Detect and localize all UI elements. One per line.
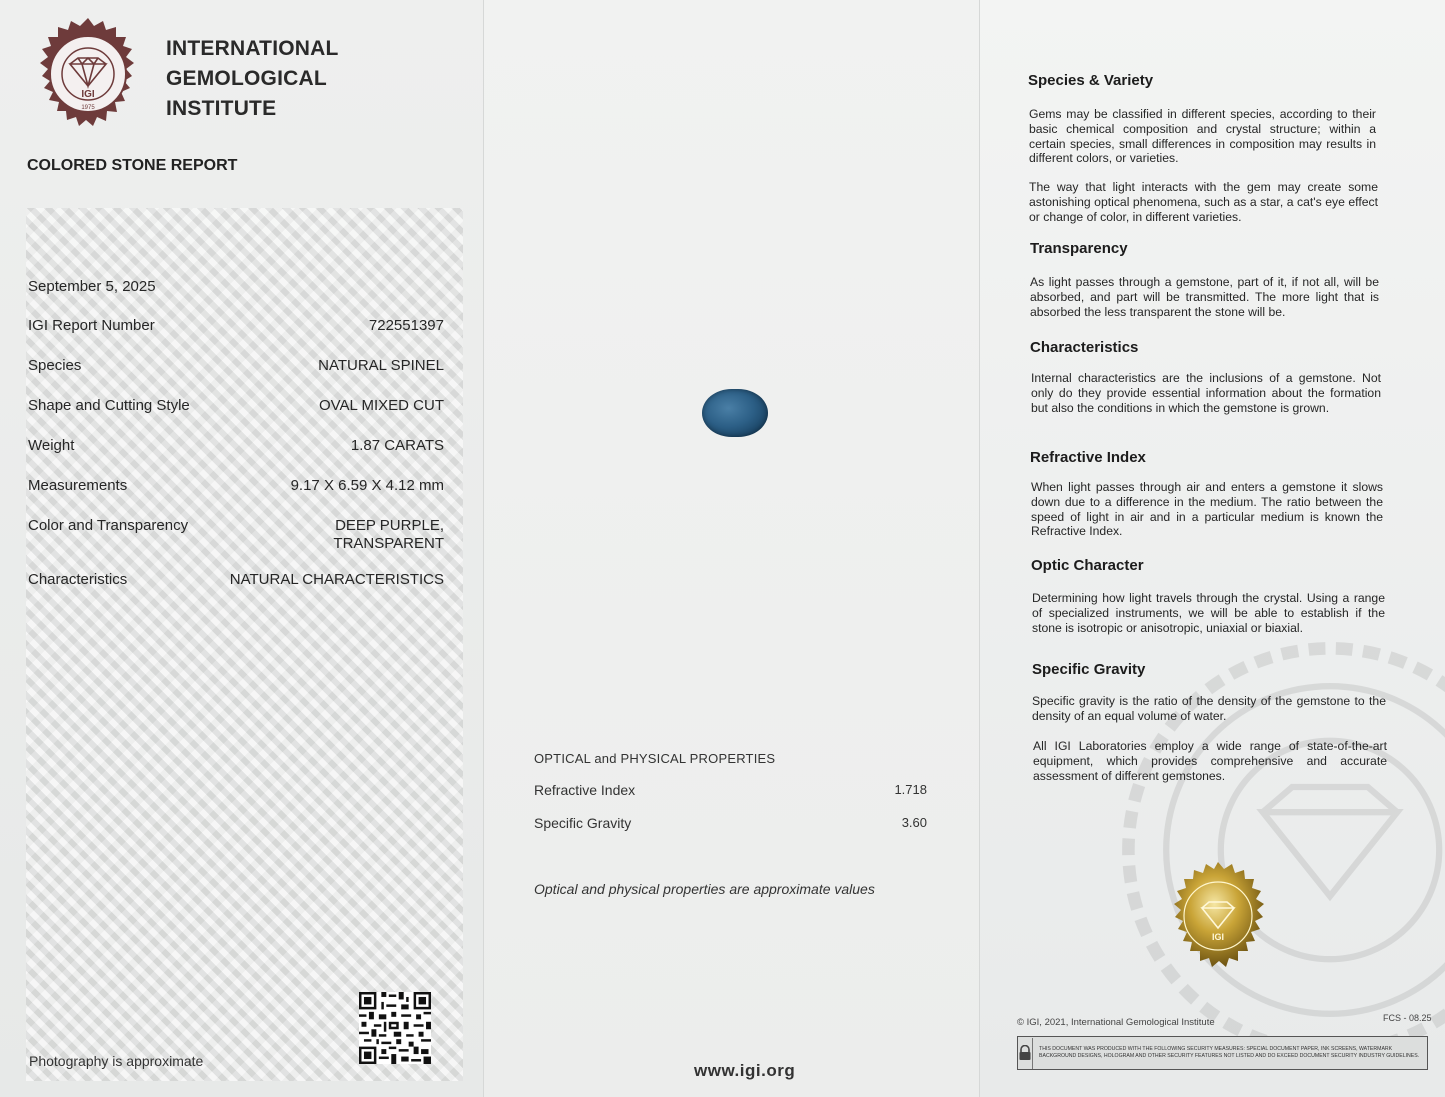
section-title-characteristics: Characteristics (1030, 339, 1139, 356)
svg-text:IGI: IGI (81, 89, 95, 100)
security-notice-text: THIS DOCUMENT WAS PRODUCED WITH THE FOLLOWING SECURITY MEASURES: SPECIAL DOCUMENT PAPER, INK SCREENS, WATERMARK BACKGROUND DESIGNS, HOLOGRAM AND OTHER SECURITY FEATURES NOT LISTED AND DO EXCEED DOCUMENT SECURITY INDUSTRY GUIDELINES. (1039, 1046, 1420, 1059)
optical-properties-title: OPTICAL and PHYSICAL PROPERTIES (534, 751, 776, 766)
igi-seal-logo-icon (26, 16, 150, 140)
section-text-specific-gravity-1: Specific gravity is the ratio of the density of the gemstone to the density of an equal volume of water. (1032, 694, 1386, 723)
optical-note: Optical and physical properties are approximate values (534, 881, 875, 897)
photography-note: Photography is approximate (29, 1053, 204, 1069)
section-title-refractive: Refractive Index (1030, 449, 1146, 466)
gold-hologram-seal-icon (1158, 860, 1278, 980)
form-code: FCS - 08.25 (1383, 1013, 1432, 1023)
section-title-optic-character: Optic Character (1031, 557, 1144, 574)
report-date: September 5, 2025 (28, 278, 156, 295)
report-middle-panel (483, 0, 979, 1097)
security-watermark-pattern (26, 208, 463, 1081)
section-text-optic-character: Determining how light travels through the crystal. Using a range of specialized instruments, we will be able to establish if the stone is isotropic or anisotropic, uniaxial or biaxial. (1032, 591, 1385, 635)
section-title-transparency: Transparency (1030, 240, 1128, 257)
copyright-text: © IGI, 2021, International Gemological Institute (1017, 1017, 1215, 1028)
section-text-species-2: The way that light interacts with the gem may create some astonishing optical phenomena, such as a star, a cat's eye effect or change of color, in different varieties. (1029, 180, 1378, 224)
lock-icon (1018, 1038, 1033, 1069)
website-link[interactable]: www.igi.org (694, 1061, 796, 1080)
section-text-refractive: When light passes through air and enters a gemstone it slows down due to a difference in the medium. The ratio between the speed of light in air and in a particular medium is known the Refractive Index. (1031, 480, 1383, 539)
security-notice-bar (1017, 1036, 1428, 1070)
section-text-transparency: As light passes through a gemstone, part of it, if not all, will be absorbed, and part will be transmitted. The more light that is absorbed the less transparent the stone will be. (1030, 275, 1379, 319)
section-title-specific-gravity: Specific Gravity (1032, 661, 1146, 678)
qr-code-icon[interactable] (359, 992, 431, 1064)
report-title: COLORED STONE REPORT (27, 157, 238, 174)
section-title-species: Species & Variety (1028, 72, 1154, 89)
section-text-specific-gravity-2: All IGI Laboratories employ a wide range of state-of-the-art equipment, which provides comprehensive and accurate assessment of different gemstones. (1033, 739, 1387, 783)
svg-text:1975: 1975 (81, 105, 95, 111)
section-text-characteristics: Internal characteristics are the inclusions of a gemstone. Not only do they provide essential information about the formation but also the conditions in which the gemstone is grown. (1031, 371, 1381, 415)
section-text-species-1: Gems may be classified in different species, according to their basic chemical composition and crystal structure; within a certain species, small differences in composition may results in different colors, or varieties. (1029, 107, 1376, 166)
gemstone-photo (702, 389, 768, 437)
organization-name: INTERNATIONAL GEMOLOGICAL INSTITUTE (166, 37, 339, 120)
svg-text:IGI: IGI (1211, 932, 1225, 942)
